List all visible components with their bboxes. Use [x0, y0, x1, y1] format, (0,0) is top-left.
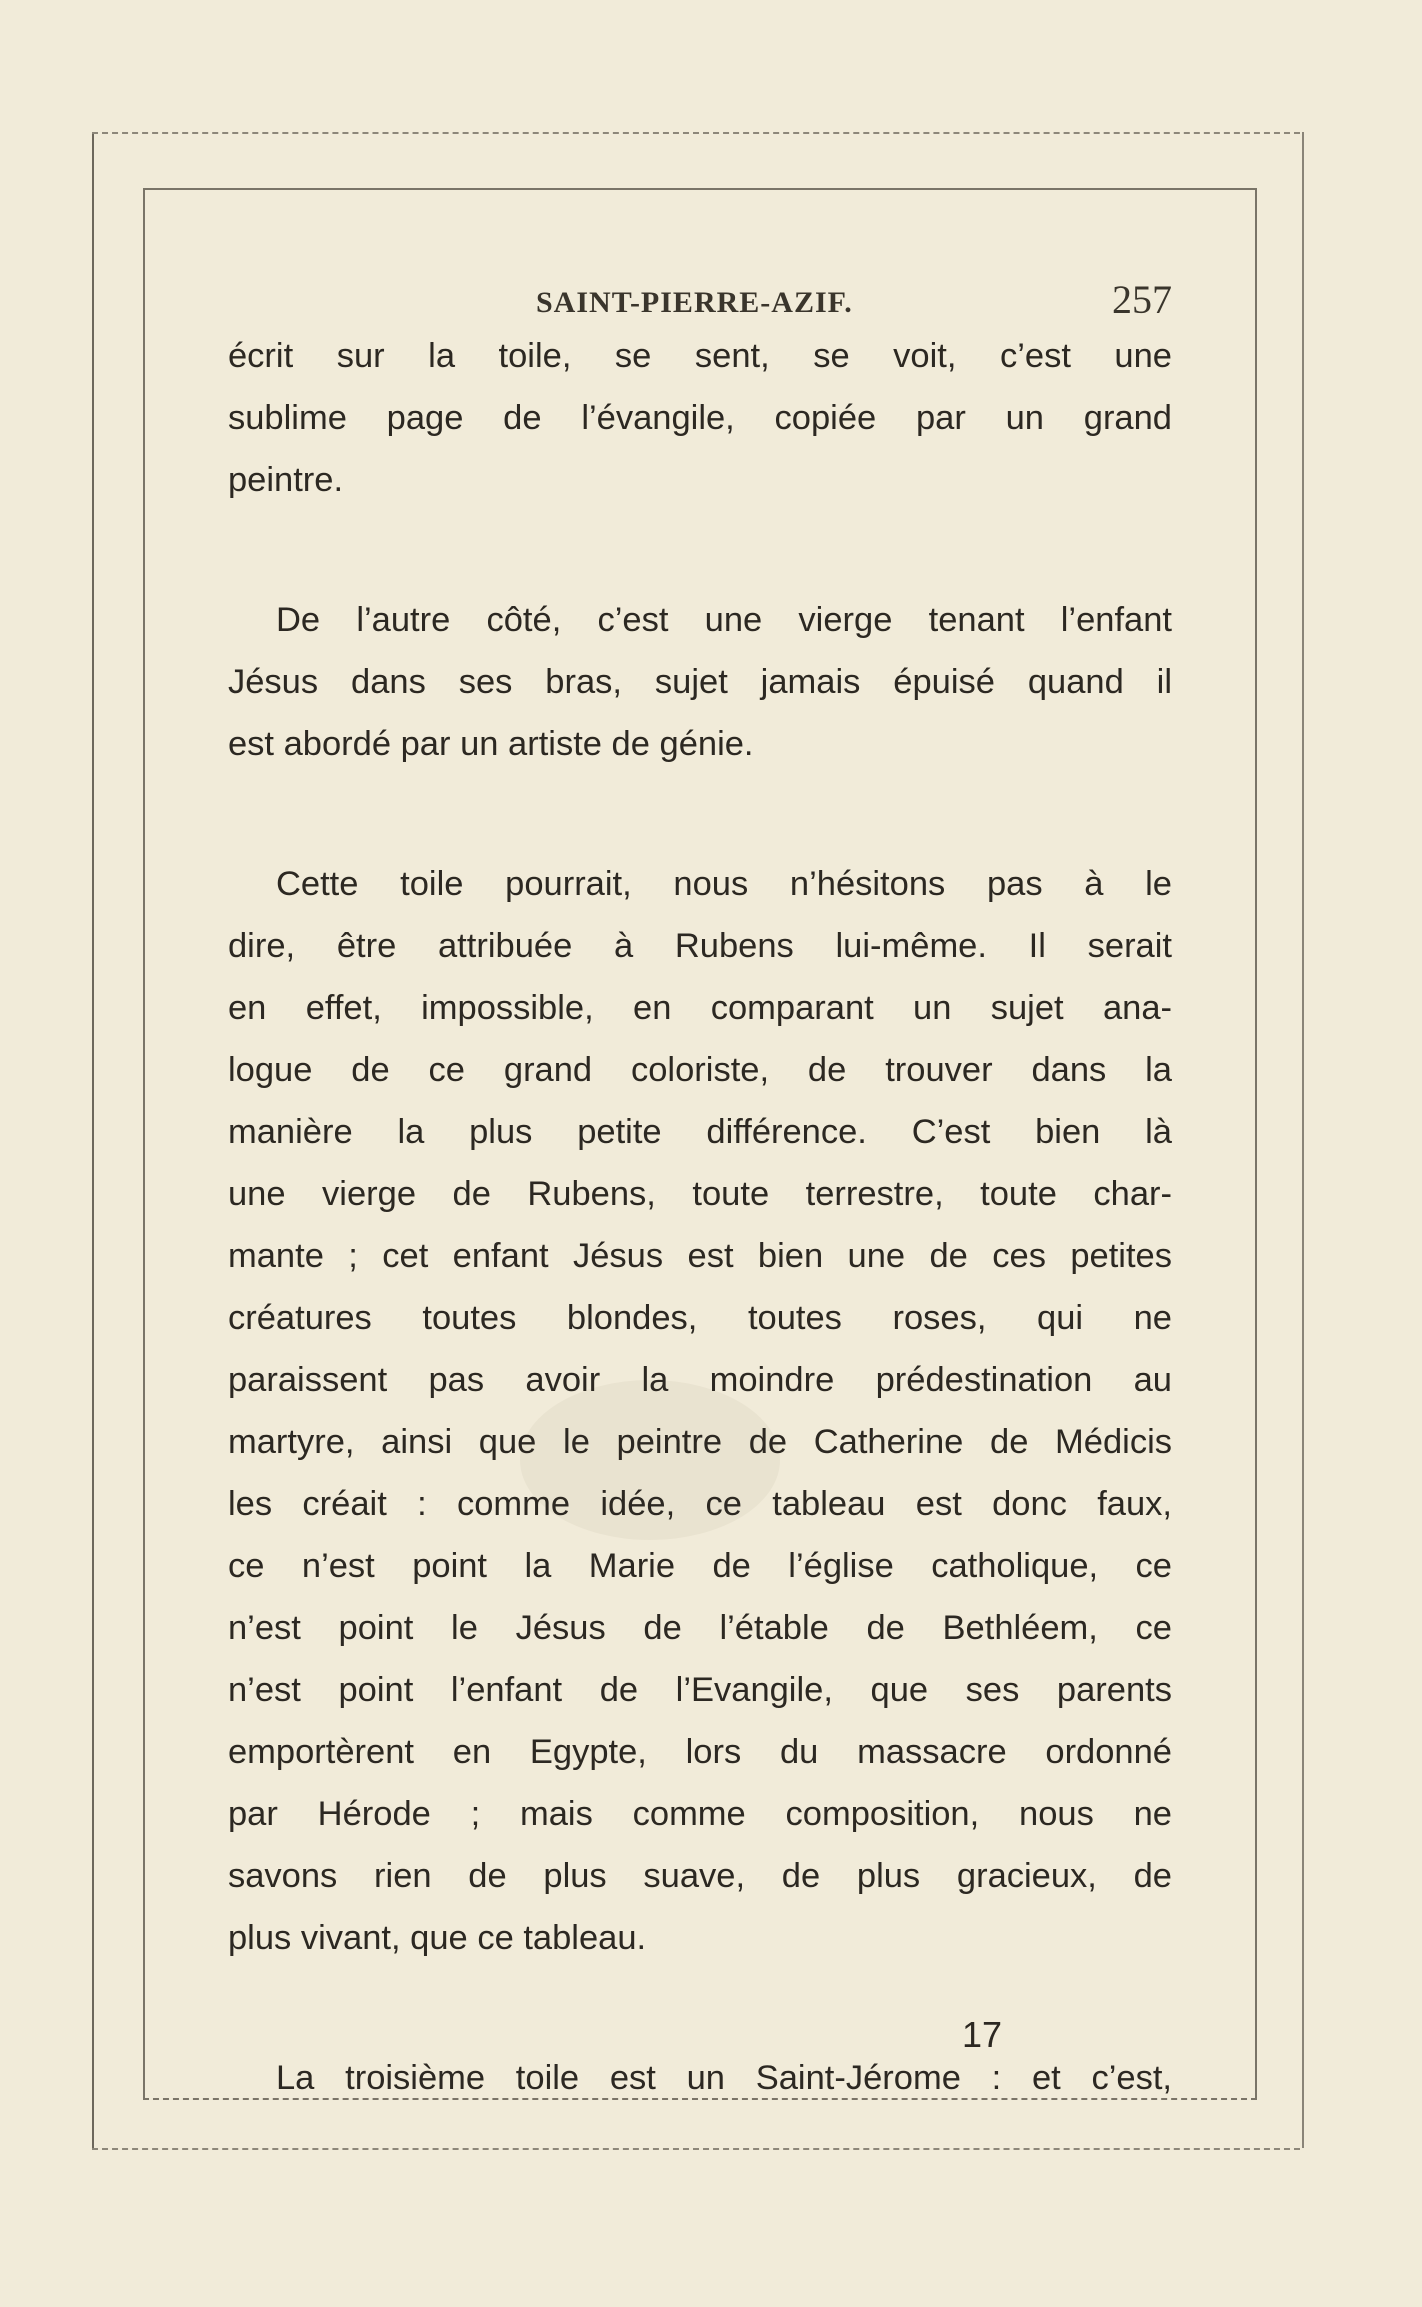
text-line: n’est point le Jésus de l’étable de Bethléem, ce [228, 1609, 1172, 1647]
text-line: par Hérode ; mais comme composition, nous ne [228, 1795, 1172, 1833]
text-line: Cette toile pourrait, nous n’hésitons pas à le [276, 865, 1172, 903]
paragraph-gap [228, 775, 1172, 853]
top-rule [92, 132, 1300, 134]
paragraph [228, 589, 1172, 775]
text-line: sublime page de l’évangile, copiée par un grand [228, 399, 1172, 437]
running-title: SAINT-PIERRE-AZIF. [536, 286, 853, 319]
paragraph [228, 2047, 1172, 2109]
text-line: paraissent pas avoir la moindre prédestination au [228, 1361, 1172, 1399]
text-line: créatures toutes blondes, toutes roses, qui ne [228, 1299, 1172, 1337]
page-body [228, 325, 1172, 2109]
text-line: en effet, impossible, en comparant un sujet ana- [228, 989, 1172, 1027]
page-number: 257 [1112, 277, 1172, 322]
paragraph [228, 325, 1172, 511]
text-line: peintre. [228, 461, 344, 499]
text-line: logue de ce grand coloriste, de trouver dans la [228, 1051, 1172, 1089]
text-line: La troisième toile est un Saint-Jérome : et c’est, [276, 2059, 1172, 2097]
text-line: mante ; cet enfant Jésus est bien une de ces petites [228, 1237, 1172, 1275]
text-line: savons rien de plus suave, de plus gracieux, de [228, 1857, 1172, 1895]
text-line: plus vivant, que ce tableau. [228, 1919, 647, 1957]
text-line: De l’autre côté, c’est une vierge tenant l’enfant [276, 601, 1172, 639]
text-line: dire, être attribuée à Rubens lui-même. Il serait [228, 927, 1172, 965]
text-line: écrit sur la toile, se sent, se voit, c’est une [228, 337, 1172, 375]
text-line: les créait : comme idée, ce tableau est donc faux, [228, 1485, 1172, 1523]
text-line: n’est point l’enfant de l’Evangile, que ses parents [228, 1671, 1172, 1709]
bottom-rule [92, 2148, 1300, 2150]
text-line: Jésus dans ses bras, sujet jamais épuisé quand il [228, 663, 1172, 701]
text-line: une vierge de Rubens, toute terrestre, toute char- [228, 1175, 1172, 1213]
text-line: ce n’est point la Marie de l’église catholique, ce [228, 1547, 1172, 1585]
text-line: est abordé par un artiste de génie. [228, 725, 754, 763]
paragraph-gap [228, 1969, 1172, 2047]
text-line: martyre, ainsi que le peintre de Catherine de Médicis [228, 1423, 1172, 1461]
signature-mark: 17 [962, 2014, 1003, 2055]
text-line: emportèrent en Egypte, lors du massacre ordonné [228, 1733, 1172, 1771]
paragraph-gap [228, 511, 1172, 589]
paragraph [228, 853, 1172, 1969]
text-line: manière la plus petite différence. C’est bien là [228, 1113, 1172, 1151]
